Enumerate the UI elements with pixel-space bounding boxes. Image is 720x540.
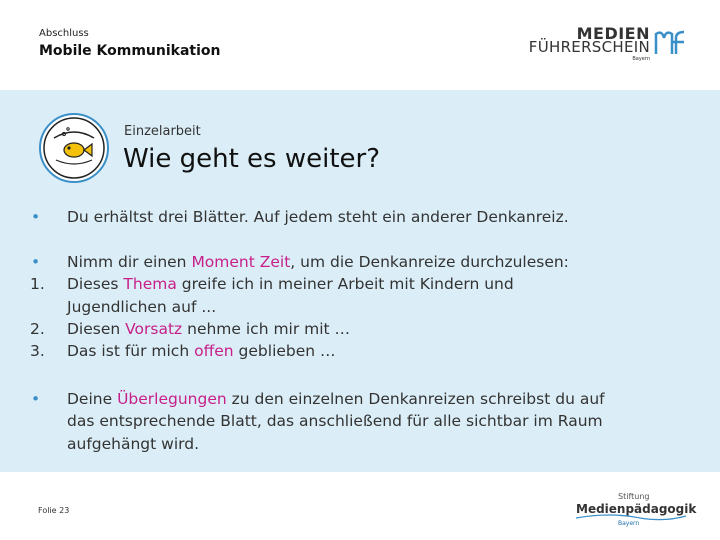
list-item: [67, 206, 569, 228]
list-text: , um die Denkanreize durchzulesen:: [290, 253, 569, 271]
stiftung-medienpaedagogik-logo: [570, 492, 697, 532]
list-item: [67, 296, 216, 318]
list-item: [67, 388, 605, 410]
list-text: Du erhältst drei Blätter. Auf jedem steht ein anderer Denkanreiz.: [67, 208, 569, 226]
list-marker: 3.: [30, 342, 45, 360]
list-item: [67, 340, 336, 362]
highlighted-term: Moment Zeit: [191, 253, 291, 271]
logo-bottom-line-2: Medienpädagogik: [576, 502, 697, 516]
list-text: zu den einzelnen Denkanreizen schreibst du auf: [226, 390, 605, 408]
medienfuehrerschein-logo: [528, 24, 690, 64]
list-marker: •: [31, 390, 41, 408]
header-title: Mobile Kommunikation: [39, 43, 221, 59]
list-marker: •: [31, 253, 41, 271]
list-text: greife ich in meiner Arbeit mit Kindern und: [176, 275, 514, 293]
list-text: Nimm dir einen: [67, 253, 192, 271]
highlighted-term: Thema: [123, 275, 177, 293]
slide-heading: Wie geht es weiter?: [123, 144, 381, 174]
list-text: das entsprechende Blatt, das anschließend für alle sichtbar im Raum: [67, 412, 603, 430]
list-item: [67, 273, 514, 295]
slide-kicker: Einzelarbeit: [124, 124, 201, 139]
logo-line-1: MEDIEN: [576, 24, 650, 43]
list-text: Das ist für mich: [67, 342, 195, 360]
list-text: Deine: [67, 390, 118, 408]
highlighted-term: offen: [194, 342, 234, 360]
list-item: [67, 410, 603, 432]
logo-bottom-line-3: Bayern: [618, 520, 640, 527]
wave-icon: [570, 492, 690, 532]
header-subtitle: Abschluss: [39, 28, 89, 39]
list-marker: 1.: [30, 275, 45, 293]
list-item: [67, 433, 199, 455]
slide-number: Folie 23: [38, 506, 70, 515]
list-text: nehme ich mir mit …: [182, 320, 351, 338]
list-text: Jugendlichen auf ...: [67, 298, 217, 316]
highlighted-term: Vorsatz: [125, 320, 183, 338]
list-item: [67, 251, 569, 273]
list-text: geblieben …: [233, 342, 336, 360]
mf-logo-icon: [654, 28, 690, 58]
list-text: Dieses: [67, 275, 124, 293]
fishbowl-icon: [38, 112, 110, 184]
list-item: [67, 318, 350, 340]
highlighted-term: Überlegungen: [117, 390, 227, 408]
logo-line-3: Bayern: [632, 56, 650, 62]
list-marker: 2.: [30, 320, 45, 338]
logo-bottom-line-1: Stiftung: [618, 492, 650, 501]
list-text: Diesen: [67, 320, 126, 338]
list-marker: •: [31, 208, 41, 226]
list-text: aufgehängt wird.: [67, 435, 199, 453]
logo-line-2: FÜHRERSCHEIN: [528, 38, 650, 56]
